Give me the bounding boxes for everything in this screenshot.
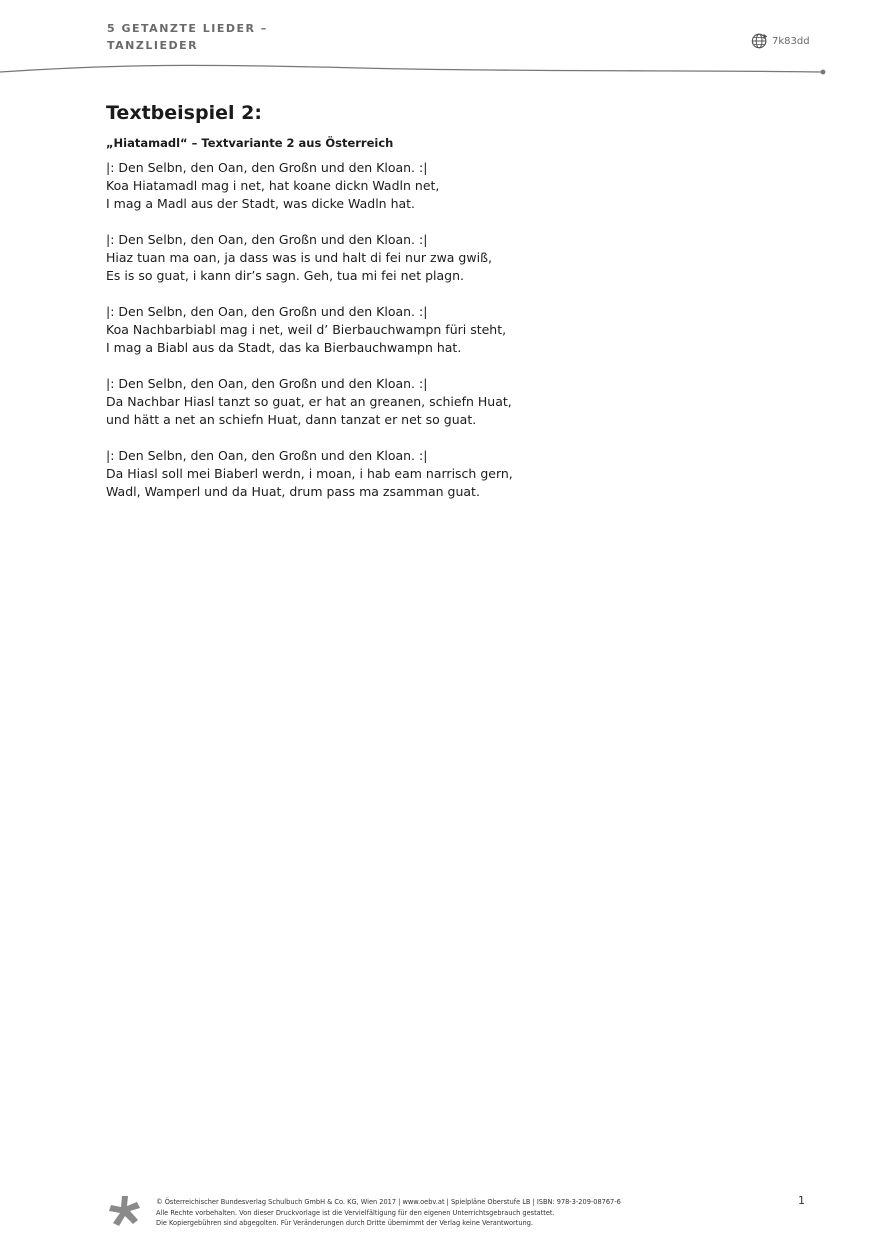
verse-line: Da Nachbar Hiasl tanzt so guat, er hat an greanen, schiefn Huat, [106, 394, 512, 409]
verse-line: Wadl, Wamperl und da Huat, drum pass ma zsamman guat. [106, 484, 480, 499]
verse-line: I mag a Madl aus der Stadt, was dicke Wadln hat. [106, 196, 416, 211]
main-content [106, 100, 746, 519]
song-subtitle: „Hiatamadl“ – Textvariante 2 aus Österreich [106, 136, 394, 150]
stanza [106, 375, 746, 429]
globe-icon [751, 32, 769, 50]
stanza [106, 231, 746, 285]
verse-line: |: Den Selbn, den Oan, den Großn und den Kloan. :| [106, 232, 428, 247]
chapter-title-line1: 5 GETANZTE LIEDER – [107, 22, 268, 35]
copyright-line: © Österreichischer Bundesverlag Schulbuch GmbH & Co. KG, Wien 2017 | www.oebv.at | Spielpläne Oberstufe LB | ISBN: 978-3-209-08767-6 [156, 1198, 621, 1206]
stanza [106, 303, 746, 357]
lyrics [106, 159, 746, 501]
verse-line: Koa Hiatamadl mag i net, hat koane dickn Wadln net, [106, 178, 440, 193]
stanza [106, 447, 746, 501]
page-number: 1 [798, 1194, 805, 1207]
page-title: Textbeispiel 2: [106, 102, 262, 124]
publisher-logo [108, 1196, 142, 1228]
web-code: 7k83dd [772, 35, 810, 47]
verse-line: Es is so guat, i kann dir’s sagn. Geh, tua mi fei net plagn. [106, 268, 465, 283]
header-rule [0, 60, 890, 80]
verse-line: Koa Nachbarbiabl mag i net, weil d’ Bierbauchwampn füri steht, [106, 322, 507, 337]
disclaimer-line: Die Kopiergebühren sind abgegolten. Für Veränderungen durch Dritte übernimmt der Verlag keine Verantwortung. [156, 1219, 533, 1227]
verse-line: |: Den Selbn, den Oan, den Großn und den Kloan. :| [106, 376, 428, 391]
copyright-notice [156, 1197, 621, 1229]
page-header [107, 20, 268, 54]
verse-line: |: Den Selbn, den Oan, den Großn und den Kloan. :| [106, 160, 428, 175]
verse-line: I mag a Biabl aus da Stadt, das ka Bierbauchwampn hat. [106, 340, 462, 355]
rights-line: Alle Rechte vorbehalten. Von dieser Druckvorlage ist die Vervielfältigung für den eigenen Unterrichtsgebrauch gestattet. [156, 1208, 555, 1217]
verse-line: |: Den Selbn, den Oan, den Großn und den Kloan. :| [106, 304, 428, 319]
web-code-link[interactable] [751, 32, 810, 50]
verse-line: und hätt a net an schiefn Huat, dann tanzat er net so guat. [106, 412, 477, 427]
chapter-title-line2: TANZLIEDER [107, 39, 199, 52]
verse-line: |: Den Selbn, den Oan, den Großn und den Kloan. :| [106, 448, 428, 463]
stanza [106, 159, 746, 213]
verse-line: Da Hiasl soll mei Biaberl werdn, i moan, i hab eam narrisch gern, [106, 466, 513, 481]
verse-line: Hiaz tuan ma oan, ja dass was is und halt di fei nur zwa gwiß, [106, 250, 492, 265]
